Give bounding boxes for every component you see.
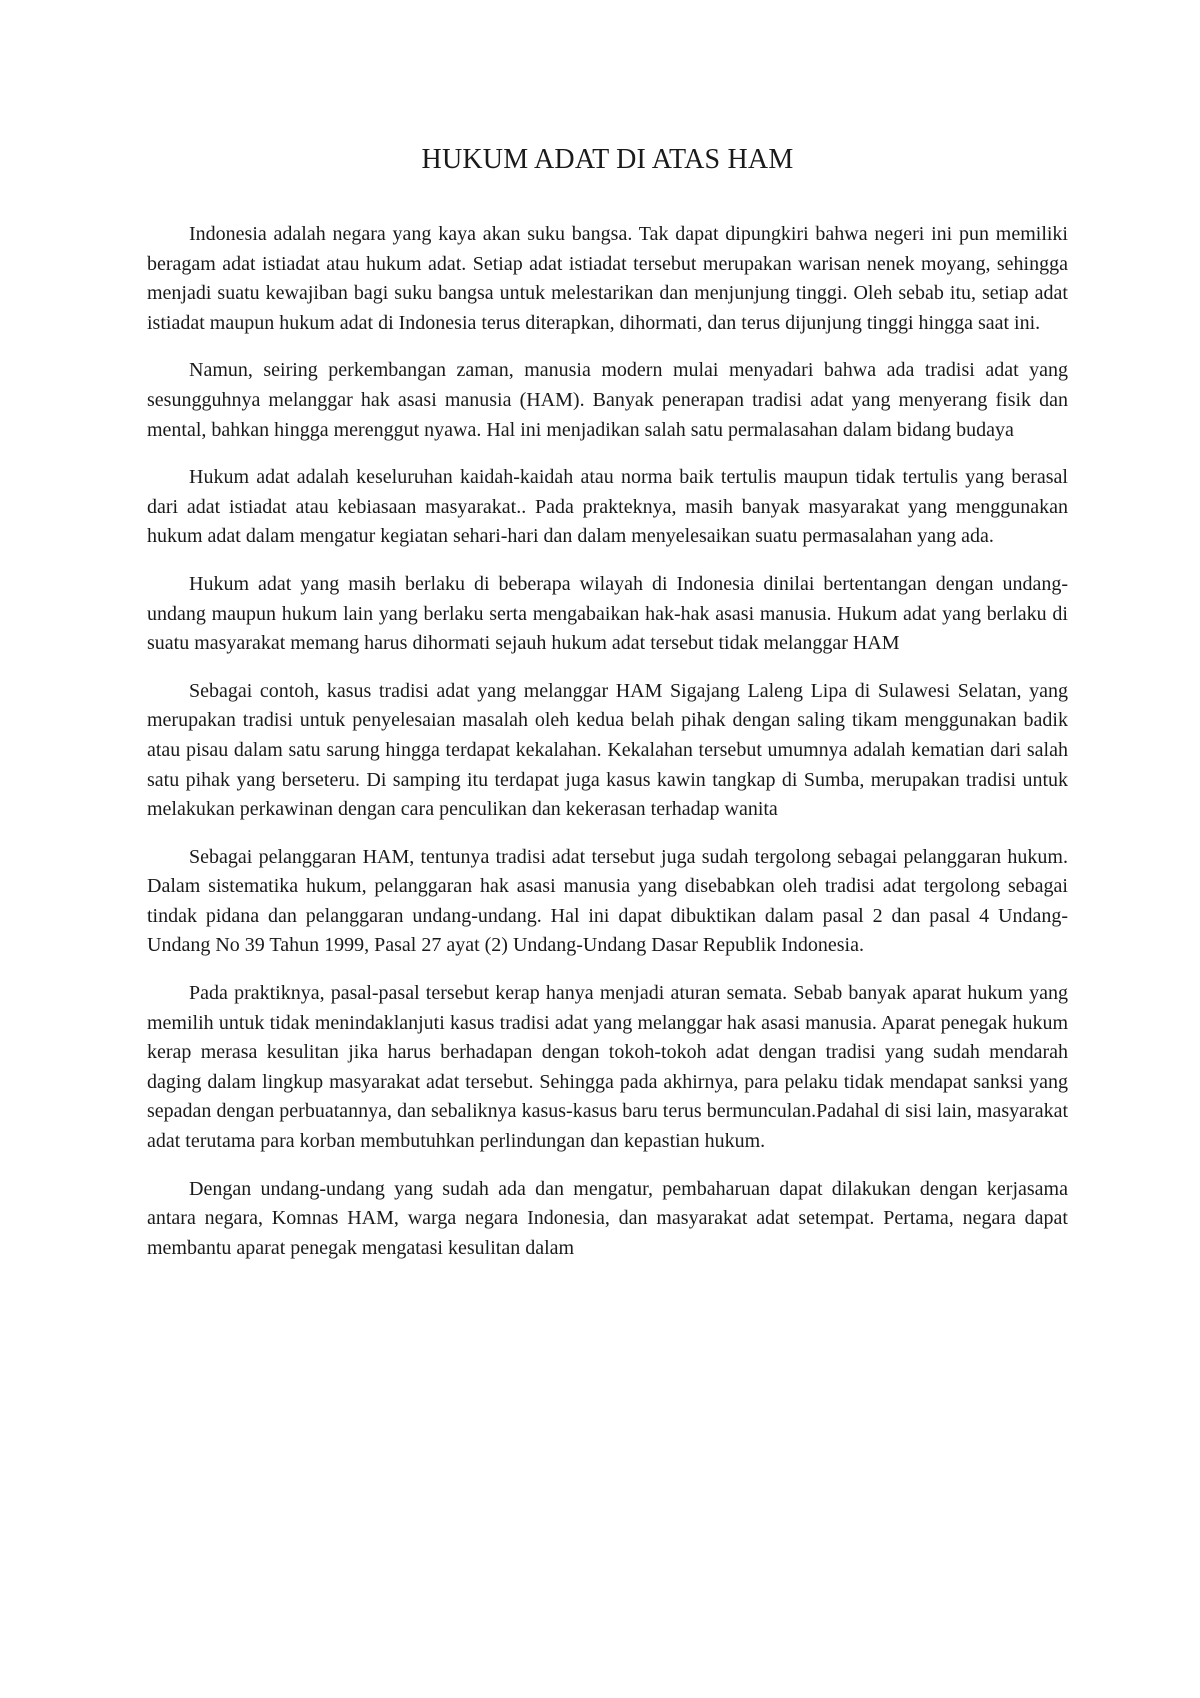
paragraph-4: Hukum adat yang masih berlaku di beberapa wilayah di Indonesia dinilai bertentangan dengan undang-undang maupun hukum lain yang berlaku serta mengabaikan hak-hak asasi manusia. Hukum adat yang berlaku di suatu masyarakat memang harus dihormati sejauh hukum adat tersebut tidak melanggar HAM <box>147 572 1068 655</box>
paragraph-3: Hukum adat adalah keseluruhan kaidah-kaidah atau norma baik tertulis maupun tidak tertulis yang berasal dari adat istiadat atau kebiasaan masyarakat.. Pada prakteknya, masih banyak masyarakat yang menggunakan hukum adat dalam mengatur kegiatan sehari-hari dan dalam menyelesaikan suatu permasalahan yang ada. <box>147 466 1068 548</box>
paragraph-7: Pada praktiknya, pasal-pasal tersebut kerap hanya menjadi aturan semata. Sebab banyak aparat hukum yang memilih untuk tidak menindaklanjuti kasus tradisi adat yang melanggar hak asasi manusia. Aparat penegak hukum kerap merasa kesulitan jika harus berhadapan dengan tokoh-tokoh adat dengan tradisi yang sudah mendarah daging dalam lingkup masyarakat adat tersebut. Sehingga pada akhirnya, para pelaku tidak mendapat sanksi yang sepadan dengan perbuatannya, dan sebaliknya kasus-kasus baru terus bermunculan.Padahal di sisi lain, masyarakat adat terutama para korban membutuhkan perlindungan dan kepastian hukum. <box>147 982 1068 1153</box>
paragraph-1: Indonesia adalah negara yang kaya akan suku bangsa. Tak dapat dipungkiri bahwa negeri ini pun memiliki beragam adat istiadat atau hukum adat. Setiap adat istiadat tersebut merupakan warisan nenek moyang, sehingga menjadi suatu kewajiban bagi suku bangsa untuk melestarikan dan menjunjung tinggi. Oleh sebab itu, setiap adat istiadat maupun hukum adat di Indonesia terus diterapkan, dihormati, dan terus dijunjung tinggi hingga saat ini. <box>147 223 1068 334</box>
paragraph-2: Namun, seiring perkembangan zaman, manusia modern mulai menyadari bahwa ada tradisi adat yang sesungguhnya melanggar hak asasi manusia (HAM). Banyak penerapan tradisi adat yang menyerang fisik dan mental, bahkan hingga merenggut nyawa. Hal ini menjadikan salah satu permalasahan dalam bidang budaya <box>147 359 1068 441</box>
paragraph-5: Sebagai contoh, kasus tradisi adat yang melanggar HAM Sigajang Laleng Lipa di Sulawesi Selatan, yang merupakan tradisi untuk penyelesaian masalah oleh kedua belah pihak dengan saling tikam menggunakan badik atau pisau dalam satu sarung hingga terdapat kekalahan. Kekalahan tersebut umumnya adalah kematian dari salah satu pihak yang berseteru. Di samping itu terdapat juga kasus kawin tangkap di Sumba, merupakan tradisi untuk melakukan perkawinan dengan cara penculikan dan kekerasan terhadap wanita <box>147 679 1068 821</box>
document-title: HUKUM ADAT DI ATAS HAM <box>421 144 794 175</box>
paragraph-8: Dengan undang-undang yang sudah ada dan mengatur, pembaharuan dapat dilakukan dengan kerjasama antara negara, Komnas HAM, warga negara Indonesia, dan masyarakat adat setempat. Pertama, negara dapat membantu aparat penegak mengatasi kesulitan dalam <box>147 1177 1068 1259</box>
paragraph-6: Sebagai pelanggaran HAM, tentunya tradisi adat tersebut juga sudah tergolong sebagai pelanggaran hukum. Dalam sistematika hukum, pelanggaran hak asasi manusia yang disebabkan oleh tradisi adat tergolong sebagai tindak pidana dan pelanggaran undang-undang. Hal ini dapat dibuktikan dalam pasal 2 dan pasal 4 Undang-Undang No 39 Tahun 1999, Pasal 27 ayat (2) Undang-Undang Dasar Republik Indonesia. <box>147 845 1068 957</box>
